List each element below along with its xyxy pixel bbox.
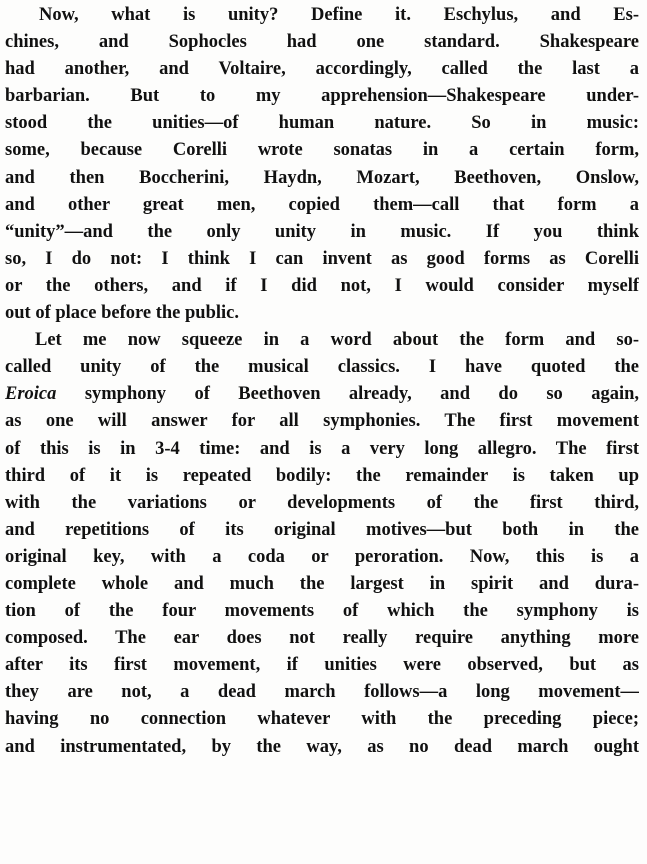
text-line: some, because Corelli wrote sonatas in a certain form, <box>5 140 639 161</box>
text-line: “unity”—and the only unity in music. If you think <box>5 221 639 242</box>
text-line: tion of the four movements of which the symphony is <box>5 601 639 622</box>
text-line: so, I do not: I think I can invent as good forms as Corelli <box>5 248 639 269</box>
text-line-rest: symphony of Beethoven already, and do so again, <box>84 384 639 405</box>
text-line: and repetitions of its original motives—but both in the <box>5 519 639 540</box>
text-line: composed. The ear does not really require anything more <box>5 628 639 649</box>
text-line: with the variations or developments of the first third, <box>5 492 639 513</box>
text-line: chines, and Sophocles had one standard. Shakespeare <box>5 32 639 53</box>
paragraph-unity <box>5 2 639 327</box>
text-line: of this is in 3-4 time: and is a very long allegro. The first <box>5 438 639 459</box>
text-line: they are not, a dead march follows—a long movement— <box>5 682 639 703</box>
text-line: as one will answer for all symphonies. The first movement <box>5 411 639 432</box>
article-text <box>5 2 639 761</box>
text-line: having no connection whatever with the preceding piece; <box>5 709 639 730</box>
text-line: after its first movement, if unities were observed, but as <box>5 655 639 676</box>
italic-title: Eroica <box>5 384 57 405</box>
text-line: barbarian. But to my apprehension—Shakespeare under- <box>5 86 639 107</box>
text-line: and instrumentated, by the way, as no dead march ought <box>5 736 639 757</box>
text-line: original key, with a coda or peroration. Now, this is a <box>5 546 639 567</box>
text-line: third of it is repeated bodily: the remainder is taken up <box>5 465 639 486</box>
text-line <box>5 381 639 408</box>
text-line: out of place before the public. <box>5 303 239 324</box>
text-line: called unity of the musical classics. I have quoted the <box>5 357 639 378</box>
text-line: Let me now squeeze in a word about the form and so- <box>35 330 639 351</box>
text-line: complete whole and much the largest in spirit and dura- <box>5 573 639 594</box>
text-line: and other great men, copied them—call that form a <box>5 194 639 215</box>
text-line: stood the unities—of human nature. So in music: <box>5 113 639 134</box>
text-line: and then Boccherini, Haydn, Mozart, Beethoven, Onslow, <box>5 167 639 188</box>
text-line: or the others, and if I did not, I would consider myself <box>5 275 639 296</box>
text-line: had another, and Voltaire, accordingly, called the last a <box>5 59 639 80</box>
text-line: Now, what is unity? Define it. Eschylus, and Es- <box>39 5 639 25</box>
paragraph-eroica <box>5 327 639 761</box>
